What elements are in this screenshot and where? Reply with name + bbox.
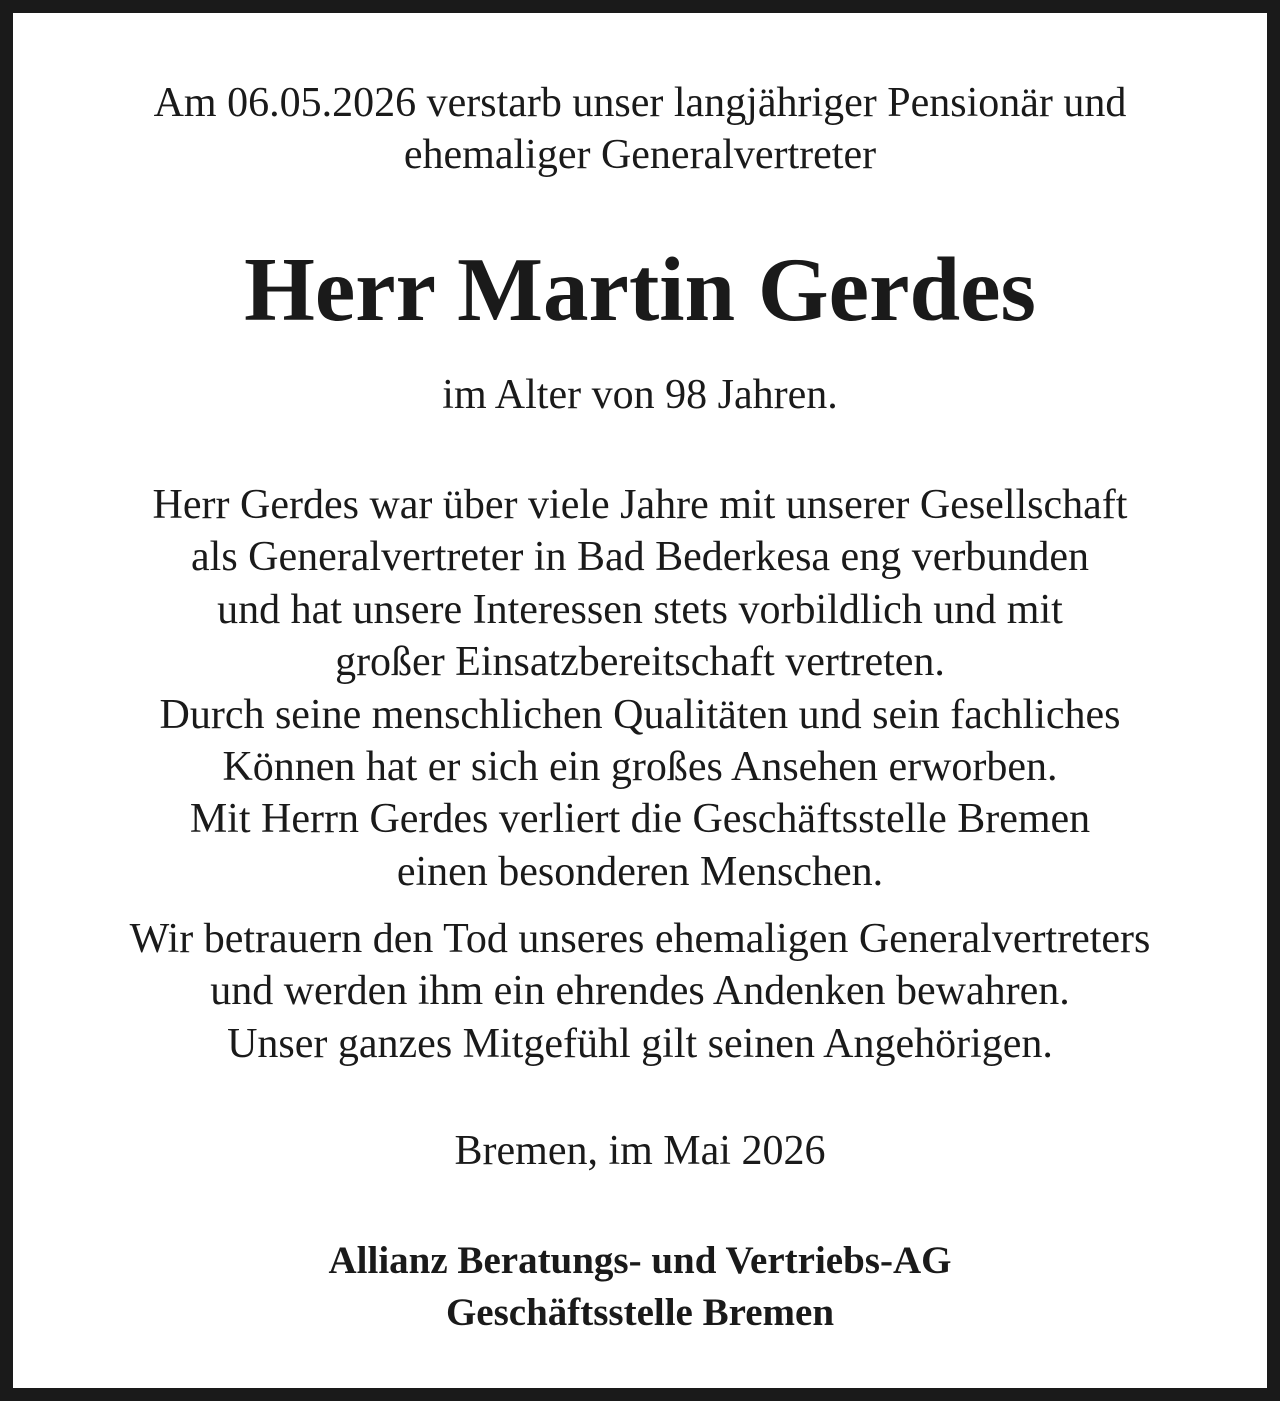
signature-office: Geschäftsstelle Bremen (445, 1291, 835, 1334)
tribute-line: Mit Herrn Gerdes verliert die Geschäftsstelle Bremen (189, 796, 1091, 843)
tribute-line: Durch seine menschlichen Qualitäten und sein fachliches (159, 691, 1121, 738)
tribute-line: einen besonderen Menschen. (396, 848, 884, 895)
tribute-line: Herr Gerdes war über viele Jahre mit unserer Gesellschaft (152, 482, 1128, 528)
condolence-line: und werden ihm ein ehrendes Andenken bewahren. (210, 968, 1070, 1015)
tribute-line: und hat unsere Interessen stets vorbildlich und mit (217, 586, 1063, 633)
tribute-line: großer Einsatzbereitschaft vertreten. (335, 639, 945, 686)
place-date: Bremen, im Mai 2026 (454, 1128, 826, 1174)
intro-line: Am 06.05.2026 verstarb unser langjähriger Pensionär und (153, 80, 1127, 126)
intro-line: ehemaliger Generalvertreter (403, 132, 877, 178)
age-text: im Alter von 98 Jahren. (442, 372, 838, 418)
condolence-line: Unser ganzes Mitgefühl gilt seinen Angehörigen. (227, 1020, 1053, 1067)
condolence-paragraph (13, 913, 1267, 1070)
signature-company: Allianz Beratungs- und Vertriebs-AG (328, 1239, 952, 1282)
tribute-line: als Generalvertreter in Bad Bederkesa eng verbunden (191, 534, 1089, 581)
condolence-line: Wir betrauern den Tod unseres ehemaligen Generalvertreters (129, 916, 1151, 962)
intro-text (13, 77, 1267, 181)
tribute-line: Können hat er sich ein großes Ansehen erworben. (222, 744, 1058, 791)
deceased-name: Herr Martin Gerdes (244, 239, 1036, 340)
tribute-paragraph (13, 479, 1267, 898)
signature (13, 1235, 1267, 1339)
